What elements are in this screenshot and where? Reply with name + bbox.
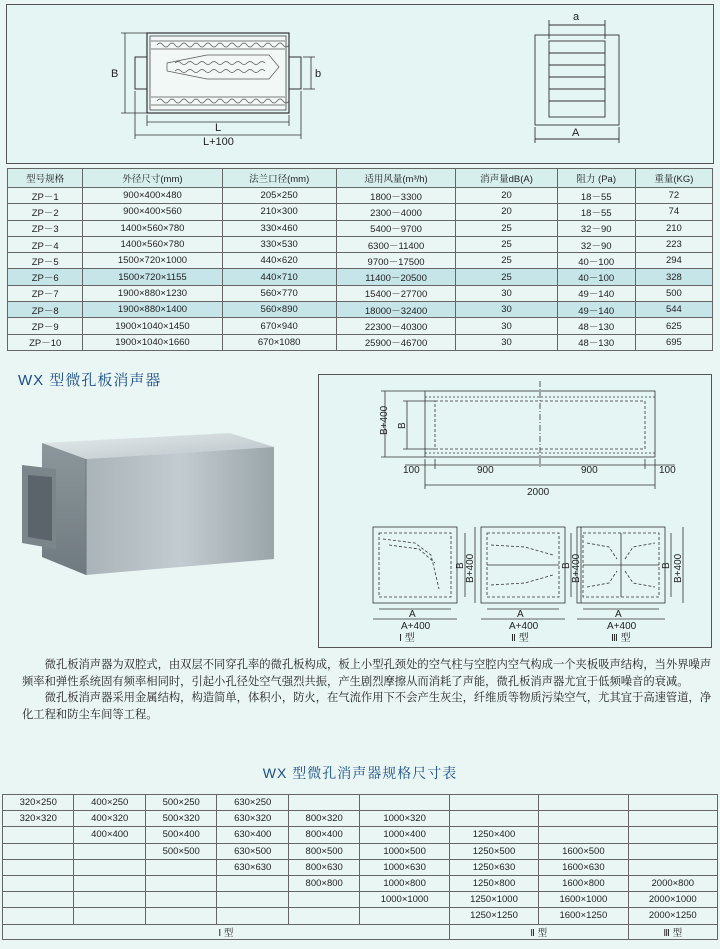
table-cell <box>539 795 628 811</box>
table-cell <box>145 859 216 875</box>
table-cell: 320×320 <box>3 811 74 827</box>
table-cell: 1900×1040×1450 <box>83 318 222 334</box>
type-label-row <box>3 924 718 939</box>
table-cell: 400×320 <box>74 811 145 827</box>
table-row <box>3 827 718 843</box>
table-cell: 25 <box>456 220 557 236</box>
column-header: 法兰口径(mm) <box>222 169 336 188</box>
table-row <box>3 875 718 891</box>
dim-L100-label: L+100 <box>203 136 234 148</box>
table-cell: ZP－3 <box>8 220 83 236</box>
table-row <box>8 334 713 350</box>
table-cell: 49－140 <box>557 302 635 318</box>
table-cell <box>74 875 145 891</box>
table-cell: 32－90 <box>557 236 635 252</box>
table-cell <box>628 843 717 859</box>
table-cell: 330×460 <box>222 220 336 236</box>
top-drawing-panel <box>6 4 714 164</box>
table-row <box>8 204 713 220</box>
type1-dim-A400: A+400 <box>401 621 431 632</box>
table-cell <box>360 908 449 924</box>
description-paragraph: 微孔板消声器为双腔式，由双层不同穿孔率的微孔板构成，板上小型孔颈处的空气柱与空腔内空气构成一个夹板吸声结构，当外界噪声频率和弹性系统固有频率相同时，引起小孔径处空气强烈共振，产生剧烈摩擦从而消耗了声能，微孔板消声器尤宜于低频噪音的衰减。 <box>22 659 712 688</box>
wx-section-title: WX 型微孔板消声器 <box>18 372 162 389</box>
table-cell: 800×630 <box>288 859 359 875</box>
table-cell <box>74 892 145 908</box>
table-cell: 9700－17500 <box>336 253 456 269</box>
table-cell <box>3 827 74 843</box>
table-cell <box>3 892 74 908</box>
type3-label: Ⅲ 型 <box>611 633 631 644</box>
dim-A-label: A <box>572 127 580 139</box>
table-cell: 48－130 <box>557 334 635 350</box>
type3-dim-A: A <box>615 609 622 620</box>
table-cell: 210×300 <box>222 204 336 220</box>
table-row <box>3 859 718 875</box>
table-cell: 25900－46700 <box>336 334 456 350</box>
table-cell: 2300－4000 <box>336 204 456 220</box>
table-cell <box>628 827 717 843</box>
table-cell: 800×800 <box>288 875 359 891</box>
type2-dim-B400: B+400 <box>571 553 582 583</box>
table-cell: 2000×800 <box>628 875 717 891</box>
table-cell <box>217 875 288 891</box>
dim-b400-label: B+400 <box>379 405 390 435</box>
table-cell: 500×320 <box>145 811 216 827</box>
table-cell: 1250×400 <box>449 827 538 843</box>
table-cell: 800×320 <box>288 811 359 827</box>
table-cell: 630×400 <box>217 827 288 843</box>
size-table-title: WX 型微孔消声器规格尺寸表 <box>262 765 458 781</box>
table-cell <box>3 843 74 859</box>
table-cell: 695 <box>635 334 712 350</box>
wx-drawing-panel <box>318 374 712 648</box>
table-row <box>3 908 718 924</box>
table-cell: 30 <box>456 302 557 318</box>
table-row <box>8 253 713 269</box>
table-cell: 48－130 <box>557 318 635 334</box>
silencer-box-illustration <box>12 417 302 587</box>
table-cell: 330×530 <box>222 236 336 252</box>
table-cell: 1250×1000 <box>449 892 538 908</box>
table-row <box>8 318 713 334</box>
table-cell: ZP－6 <box>8 269 83 285</box>
table-cell: 500×500 <box>145 843 216 859</box>
table-cell: 560×770 <box>222 285 336 301</box>
table-cell: 1900×880×1400 <box>83 302 222 318</box>
dim-b-label: b <box>315 68 322 80</box>
dim-900-right: 900 <box>581 465 598 476</box>
table-cell: 72 <box>635 188 712 204</box>
table-cell <box>288 908 359 924</box>
product-photo <box>12 417 302 587</box>
table-cell: 18－55 <box>557 204 635 220</box>
table-cell: 11400－20500 <box>336 269 456 285</box>
table-header-row <box>8 169 713 188</box>
table-cell: 328 <box>635 269 712 285</box>
dim-a-label: a <box>573 11 580 23</box>
table-cell <box>288 892 359 908</box>
table-cell: 1900×880×1230 <box>83 285 222 301</box>
table-cell: 1000×320 <box>360 811 449 827</box>
column-header: 型号规格 <box>8 169 83 188</box>
type1-dim-B: B <box>455 562 466 569</box>
table-cell <box>74 908 145 924</box>
table-cell: 1400×560×780 <box>83 220 222 236</box>
table-cell <box>74 859 145 875</box>
table-cell: 1400×560×780 <box>83 236 222 252</box>
table-cell: 1000×400 <box>360 827 449 843</box>
table-cell: 560×890 <box>222 302 336 318</box>
column-header: 阻力 (Pa) <box>557 169 635 188</box>
table-cell: 18000－32400 <box>336 302 456 318</box>
dim-B-label: B <box>111 68 119 80</box>
column-header: 重量(KG) <box>635 169 712 188</box>
type2-footer: Ⅱ 型 <box>449 924 628 939</box>
table-cell <box>145 908 216 924</box>
table-cell: 20 <box>456 188 557 204</box>
table-cell <box>539 827 628 843</box>
table-cell: 1250×1250 <box>449 908 538 924</box>
table-cell <box>145 875 216 891</box>
table-cell <box>360 795 449 811</box>
zp-spec-table <box>7 168 713 351</box>
table-cell: 500×400 <box>145 827 216 843</box>
table-cell: 1600×800 <box>539 875 628 891</box>
table-cell: 544 <box>635 302 712 318</box>
table-cell: 30 <box>456 285 557 301</box>
type3-dim-B: B <box>661 562 672 569</box>
type2-dim-A400: A+400 <box>509 621 539 632</box>
table-cell: 25 <box>456 269 557 285</box>
table-cell <box>3 908 74 924</box>
column-header: 消声量dB(A) <box>456 169 557 188</box>
table-cell: 1600×1000 <box>539 892 628 908</box>
table-cell: 400×400 <box>74 827 145 843</box>
table-cell <box>628 859 717 875</box>
table-cell <box>449 811 538 827</box>
table-row <box>3 843 718 859</box>
table-cell <box>217 908 288 924</box>
table-cell: 40－100 <box>557 269 635 285</box>
table-cell: 5400－9700 <box>336 220 456 236</box>
table-cell: 630×250 <box>217 795 288 811</box>
table-cell: 1500×720×1000 <box>83 253 222 269</box>
table-cell: 900×400×480 <box>83 188 222 204</box>
table-cell: 1250×630 <box>449 859 538 875</box>
table-cell: 670×1080 <box>222 334 336 350</box>
table-cell: ZP－8 <box>8 302 83 318</box>
table-cell <box>449 795 538 811</box>
table-cell: 1600×500 <box>539 843 628 859</box>
table-cell: 1600×630 <box>539 859 628 875</box>
table-cell: 630×320 <box>217 811 288 827</box>
table-cell: 2000×1000 <box>628 892 717 908</box>
table-row <box>8 188 713 204</box>
table-cell <box>3 859 74 875</box>
type3-dim-A400: A+400 <box>607 621 637 632</box>
table-cell: ZP－9 <box>8 318 83 334</box>
table-row <box>3 795 718 811</box>
spec-table-body <box>8 188 713 351</box>
column-header: 外径尺寸(mm) <box>83 169 222 188</box>
table-cell: 18－55 <box>557 188 635 204</box>
table-cell: 30 <box>456 318 557 334</box>
type1-label: Ⅰ 型 <box>399 633 415 644</box>
table-cell: 400×250 <box>74 795 145 811</box>
table-cell: 800×400 <box>288 827 359 843</box>
dim-900-left: 900 <box>477 465 494 476</box>
column-header: 适用风量(m³/h) <box>336 169 456 188</box>
description-paragraph: 微孔板消声器采用金属结构，构造简单，体积小，防火，在气流作用下不会产生灰尘，纤维质等物质污染空气，尤其宜于高速管道，净化工程和防尘车间等工程。 <box>22 692 712 721</box>
dim-L-label: L <box>215 122 222 134</box>
table-row <box>3 892 718 908</box>
table-cell: ZP－2 <box>8 204 83 220</box>
table-cell: 1900×1040×1660 <box>83 334 222 350</box>
type3-footer: Ⅲ 型 <box>628 924 717 939</box>
table-cell: 210 <box>635 220 712 236</box>
table-cell <box>3 875 74 891</box>
table-cell: 670×940 <box>222 318 336 334</box>
table-row <box>8 302 713 318</box>
table-cell: 500 <box>635 285 712 301</box>
table-cell: 1000×800 <box>360 875 449 891</box>
table-cell: 25 <box>456 236 557 252</box>
wx-silencer-drawings <box>319 375 711 647</box>
table-cell: 1250×800 <box>449 875 538 891</box>
type1-dim-A: A <box>409 609 416 620</box>
table-cell: 1000×630 <box>360 859 449 875</box>
dim-100-left: 100 <box>403 465 420 476</box>
table-row <box>8 220 713 236</box>
type2-label: Ⅱ 型 <box>511 633 529 644</box>
dim-b-label: B <box>397 422 408 429</box>
table-cell: 32－90 <box>557 220 635 236</box>
table-cell: 1600×1250 <box>539 908 628 924</box>
table-cell <box>628 811 717 827</box>
table-cell: 223 <box>635 236 712 252</box>
table-cell: ZP－7 <box>8 285 83 301</box>
table-cell: 30 <box>456 334 557 350</box>
table-cell: 20 <box>456 204 557 220</box>
type2-dim-A: A <box>517 609 524 620</box>
table-row <box>8 236 713 252</box>
table-cell: 1000×500 <box>360 843 449 859</box>
table-cell: 630×630 <box>217 859 288 875</box>
dim-2000: 2000 <box>527 487 550 498</box>
type3-dim-B400: B+400 <box>673 553 684 583</box>
table-cell <box>74 843 145 859</box>
table-cell: ZP－10 <box>8 334 83 350</box>
table-row <box>8 269 713 285</box>
table-cell: 2000×1250 <box>628 908 717 924</box>
table-cell <box>288 795 359 811</box>
table-cell: 22300－40300 <box>336 318 456 334</box>
dim-100-right: 100 <box>659 465 676 476</box>
table-cell: ZP－5 <box>8 253 83 269</box>
table-cell: 6300－11400 <box>336 236 456 252</box>
table-cell <box>145 892 216 908</box>
table-cell: 1250×500 <box>449 843 538 859</box>
table-cell: 625 <box>635 318 712 334</box>
table-cell: ZP－1 <box>8 188 83 204</box>
table-cell: 440×620 <box>222 253 336 269</box>
table-cell: 900×400×560 <box>83 204 222 220</box>
size-table-body <box>3 795 718 925</box>
table-cell: 25 <box>456 253 557 269</box>
table-cell: 800×500 <box>288 843 359 859</box>
table-cell: ZP－4 <box>8 236 83 252</box>
table-cell <box>217 892 288 908</box>
table-cell: 1000×1000 <box>360 892 449 908</box>
table-cell: 440×710 <box>222 269 336 285</box>
type2-dim-B: B <box>561 562 572 569</box>
table-cell <box>539 811 628 827</box>
table-cell: 1500×720×1155 <box>83 269 222 285</box>
table-cell: 40－100 <box>557 253 635 269</box>
table-row <box>8 285 713 301</box>
table-cell: 320×250 <box>3 795 74 811</box>
table-cell <box>628 795 717 811</box>
table-cell: 500×250 <box>145 795 216 811</box>
wx-size-table <box>2 794 718 940</box>
table-cell: 630×500 <box>217 843 288 859</box>
type1-dim-B400: B+400 <box>465 553 476 583</box>
table-cell: 15400－27700 <box>336 285 456 301</box>
type1-footer: Ⅰ 型 <box>3 924 450 939</box>
table-cell: 205×250 <box>222 188 336 204</box>
silencer-elevation-drawing <box>7 5 713 163</box>
table-row <box>3 811 718 827</box>
table-cell: 1800－3300 <box>336 188 456 204</box>
table-cell: 294 <box>635 253 712 269</box>
table-cell: 49－140 <box>557 285 635 301</box>
table-cell: 74 <box>635 204 712 220</box>
description <box>22 657 712 723</box>
